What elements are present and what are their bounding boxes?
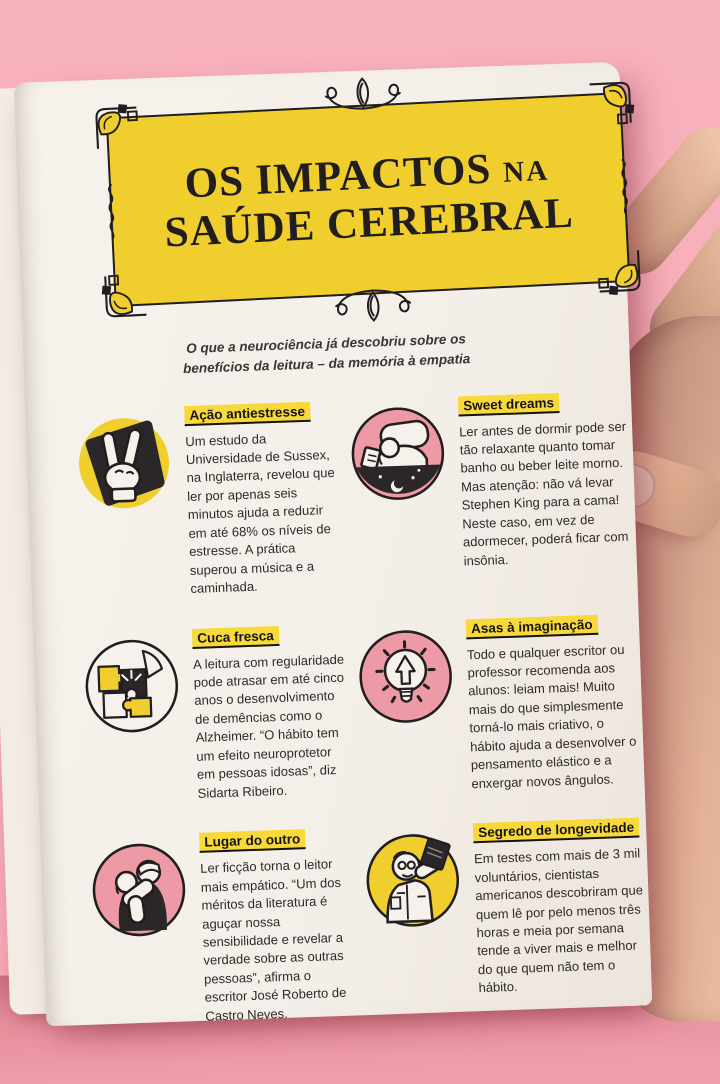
flourish-ornament-icon [297,284,449,327]
peace-hand-icon [75,406,178,602]
scientist-book-icon [364,824,467,1020]
squiggle-ornament-icon [616,158,633,217]
section-heading: Lugar do outro [199,829,306,853]
title-line2: SAÚDE CEREBRAL [163,189,575,257]
section-segredo-longevidade [473,818,648,1017]
frame-corner-ornament-icon [596,248,644,296]
section-asas-imaginacao [466,613,640,793]
brain-puzzle-icon [83,629,185,807]
subtitle: O que a neurociência já descobriu sobre os benefícios da leitura – da memória à empatia [182,331,471,377]
section-heading: Sweet dreams [458,393,559,417]
frame-corner-ornament-icon [92,103,140,151]
title-line1-small: NA [502,154,550,189]
frame-corner-ornament-icon [587,78,635,126]
section-heading: Cuca fresca [192,626,279,649]
section-body: Ler antes de dormir pode ser tão relaxante quanto tomar banho ou beber leite morno. Mas atenção: não vá levar Stephen King para a cama! Neste caso, em vez de adormecer, poderá ficar com insônia. [458,418,629,569]
title-line1: OS IMPACTOS [183,145,493,208]
hug-icon [90,834,193,1030]
section-body: Ler ficção torna o leitor mais empático. “Um dos méritos da literatura é aguçar nossa sensibilidade e revelar a verdade sobre as outras pessoas”, afirma o escritor José Roberto de Castro Neves. [199,856,347,1024]
section-lugar-do-outro [199,828,358,1026]
section-heading: Asas à imaginação [466,614,598,639]
magazine-page [14,62,653,1027]
benefit-sections [25,390,652,1032]
squiggle-ornament-icon [103,183,120,242]
section-body: Um estudo da Universidade de Sussex, na Inglaterra, revelou que ler por apenas seis minutos ajuda a reduzir em até 68% os níveis de estresse. A prática superou a música e a caminhada. [185,430,335,597]
frame-corner-ornament-icon [100,272,148,320]
section-antiestresse [184,400,343,598]
title-banner [106,92,631,307]
section-sweet-dreams [458,390,633,589]
section-body: A leitura com regularidade pode atrasar em até cinco anos o desenvolvimento de demências como o Alzheimer. “O hábito tem um efeito neuroprotetor em pessoas idosas”, diz Sidarta Ribeiro. [192,651,345,801]
section-cuca-fresca [192,623,350,803]
lightbulb-icon [357,619,459,797]
section-heading: Segredo de longevidade [473,818,640,844]
section-body: Todo e qualquer escritor ou professor recomenda aos alunos: leiam mais! Muito mais do que simplesmente torná-lo mais criativo, o hábito ajuda a desenvolver o pensamento elástico e a enxergar novos ângulos. [466,641,637,792]
bedtime-reading-icon [349,397,452,593]
page-title [161,141,575,257]
section-body: Em testes com mais de 3 mil voluntários, cientistas americanos descobriram que quem lê por pelo menos três horas e meia por semana tende a viver mais e melhor do que quem não tem o hábito. [473,845,644,996]
flourish-ornament-icon [287,72,439,115]
section-heading: Ação antiestresse [184,401,310,425]
